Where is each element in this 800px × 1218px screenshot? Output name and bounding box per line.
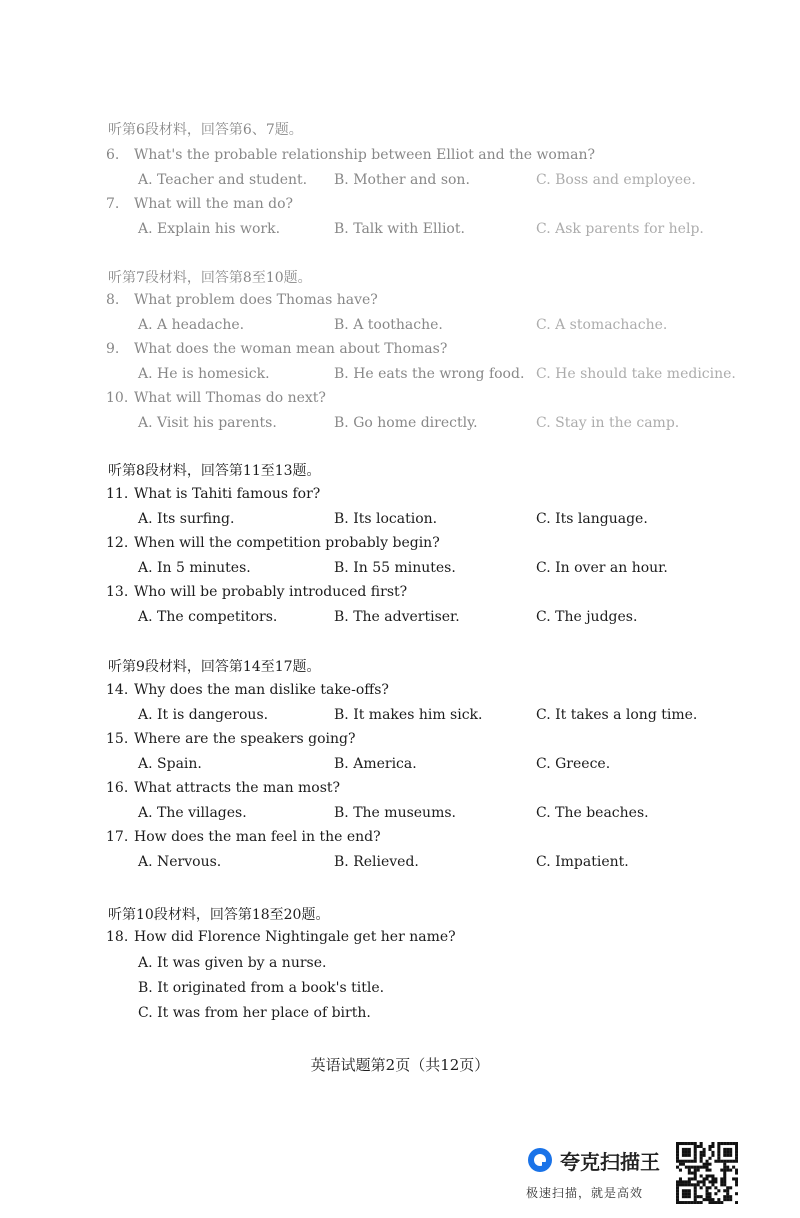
answer-option [334,609,460,625]
option-text: Spain. [157,756,202,772]
option-text: America. [353,756,417,772]
answer-option [536,756,610,772]
option-text: He eats the wrong food. [353,366,525,382]
answer-option [334,854,419,870]
question-text: What does the woman mean about Thomas? [134,341,448,357]
answer-option [536,221,704,237]
option-text: Teacher and student. [157,172,308,188]
answer-option [334,805,456,821]
watermark-brand-name: 夸克扫描王 [560,1150,660,1174]
answer-option [536,609,637,625]
answer-option [334,221,465,237]
option-text: He is homesick. [157,366,270,382]
option-label: A. [138,955,153,971]
option-text: Talk with Elliot. [353,221,465,237]
question-text: What attracts the man most? [134,780,341,796]
answer-option [536,511,648,527]
option-label: C. [536,317,551,333]
question-text: When will the competition probably begin? [134,535,440,551]
question-stem [106,486,320,502]
option-text: A headache. [157,317,245,333]
option-label: A. [138,854,153,870]
option-label: C. [536,511,551,527]
option-label: B. [334,854,349,870]
question-number: 9. [106,341,120,357]
option-label: A. [138,172,153,188]
answer-option [536,366,736,382]
answer-option [138,955,326,971]
question-number: 15. [106,731,129,747]
answer-option [138,366,270,382]
option-label: B. [334,756,349,772]
question-text: What's the probable relationship between Elliot and the woman? [134,147,596,163]
option-text: A stomachache. [555,317,668,333]
option-text: Relieved. [353,854,419,870]
answer-option [334,317,443,333]
answer-option [536,317,667,333]
question-number: 17. [106,829,129,845]
question-text: What will the man do? [134,196,294,212]
watermark-tagline: 极速扫描，就是高效 [526,1186,644,1200]
answer-option [536,805,649,821]
answer-option [536,415,679,431]
option-text: Stay in the camp. [555,415,680,431]
option-text: In 5 minutes. [157,560,251,576]
section-heading: 听第7段材料，回答第8至10题。 [108,270,312,286]
question-text: Where are the speakers going? [134,731,356,747]
option-label: A. [138,805,153,821]
option-text: It was given by a nurse. [157,955,327,971]
section-heading: 听第9段材料，回答第14至17题。 [108,659,321,675]
option-label: C. [536,707,551,723]
answer-option [138,172,307,188]
answer-option [334,415,478,431]
answer-option [138,560,251,576]
answer-option [334,707,483,723]
option-text: Boss and employee. [555,172,696,188]
question-stem [106,780,340,796]
question-text: What will Thomas do next? [134,390,326,406]
option-text: The villages. [157,805,247,821]
answer-option [334,366,524,382]
answer-option [138,511,234,527]
section-heading: 听第10段材料，回答第18至20题。 [108,907,330,923]
option-label: B. [334,317,349,333]
option-label: C. [536,805,551,821]
question-stem [106,390,326,406]
section-heading: 听第6段材料，回答第6、7题。 [108,122,303,138]
option-text: It is dangerous. [157,707,269,723]
question-stem [106,147,595,163]
option-label: C. [536,560,551,576]
option-text: Mother and son. [353,172,470,188]
option-text: Nervous. [157,854,222,870]
option-label: B. [334,172,349,188]
option-label: A. [138,221,153,237]
answer-option [138,756,202,772]
question-text: How does the man feel in the end? [134,829,381,845]
question-stem [106,292,378,308]
qr-code-icon [676,1142,738,1204]
question-stem [106,829,381,845]
page-footer: 英语试题第2页（共12页） [310,1056,490,1074]
option-text: Impatient. [555,854,629,870]
option-text: Go home directly. [353,415,478,431]
question-stem [106,341,447,357]
option-label: B. [334,609,349,625]
option-label: C. [536,854,551,870]
question-text: What problem does Thomas have? [134,292,378,308]
answer-option [138,415,277,431]
answer-option [536,707,697,723]
question-stem [106,535,440,551]
question-number: 8. [106,292,120,308]
question-stem [106,584,407,600]
option-text: The museums. [353,805,456,821]
option-label: C. [536,221,551,237]
option-text: Greece. [555,756,611,772]
section-heading: 听第8段材料，回答第11至13题。 [108,463,321,479]
option-label: A. [138,609,153,625]
question-stem [106,196,293,212]
answer-option [138,1005,371,1021]
answer-option [334,756,417,772]
option-label: B. [334,560,349,576]
quark-logo-icon [526,1146,554,1174]
question-stem [106,731,356,747]
option-text: A toothache. [353,317,443,333]
option-label: B. [334,415,349,431]
option-text: He should take medicine. [555,366,736,382]
question-number: 6. [106,147,120,163]
answer-option [138,609,277,625]
question-text: Who will be probably introduced first? [134,584,408,600]
option-label: A. [138,415,153,431]
option-text: The competitors. [157,609,278,625]
option-label: A. [138,511,153,527]
question-number: 10. [106,390,129,406]
answer-option [334,511,437,527]
option-text: Explain his work. [157,221,281,237]
option-label: B. [334,221,349,237]
option-text: Ask parents for help. [555,221,704,237]
option-label: A. [138,560,153,576]
option-label: C. [536,172,551,188]
option-label: A. [138,366,153,382]
question-stem [106,682,389,698]
option-label: C. [536,415,551,431]
answer-option [536,172,696,188]
answer-option [138,707,268,723]
option-text: In over an hour. [555,560,668,576]
option-text: Visit his parents. [157,415,277,431]
option-label: C. [536,609,551,625]
option-text: It makes him sick. [353,707,483,723]
option-label: A. [138,707,153,723]
question-number: 18. [106,929,129,945]
option-label: A. [138,317,153,333]
option-label: C. [138,1005,153,1021]
question-text: Why does the man dislike take-offs? [134,682,389,698]
option-text: It originated from a book's title. [157,980,385,996]
question-stem [106,929,456,945]
question-number: 13. [106,584,129,600]
option-text: It takes a long time. [555,707,698,723]
question-number: 7. [106,196,120,212]
option-text: Its surfing. [157,511,235,527]
answer-option [334,172,470,188]
option-label: C. [536,366,551,382]
answer-option [138,221,280,237]
option-label: B. [138,980,153,996]
question-number: 12. [106,535,129,551]
option-text: Its language. [555,511,648,527]
option-label: B. [334,511,349,527]
option-label: B. [334,805,349,821]
option-text: Its location. [353,511,438,527]
question-number: 14. [106,682,129,698]
answer-option [138,805,247,821]
option-text: The judges. [555,609,638,625]
question-text: What is Tahiti famous for? [134,486,321,502]
answer-option [138,317,244,333]
option-label: A. [138,756,153,772]
option-text: The beaches. [555,805,649,821]
question-number: 16. [106,780,129,796]
option-label: C. [536,756,551,772]
option-label: B. [334,366,349,382]
answer-option [138,854,221,870]
question-number: 11. [106,486,129,502]
option-text: It was from her place of birth. [157,1005,371,1021]
option-text: In 55 minutes. [353,560,456,576]
answer-option [138,980,384,996]
question-text: How did Florence Nightingale get her name? [134,929,456,945]
answer-option [536,560,668,576]
option-label: B. [334,707,349,723]
answer-option [334,560,456,576]
answer-option [536,854,629,870]
option-text: The advertiser. [353,609,460,625]
